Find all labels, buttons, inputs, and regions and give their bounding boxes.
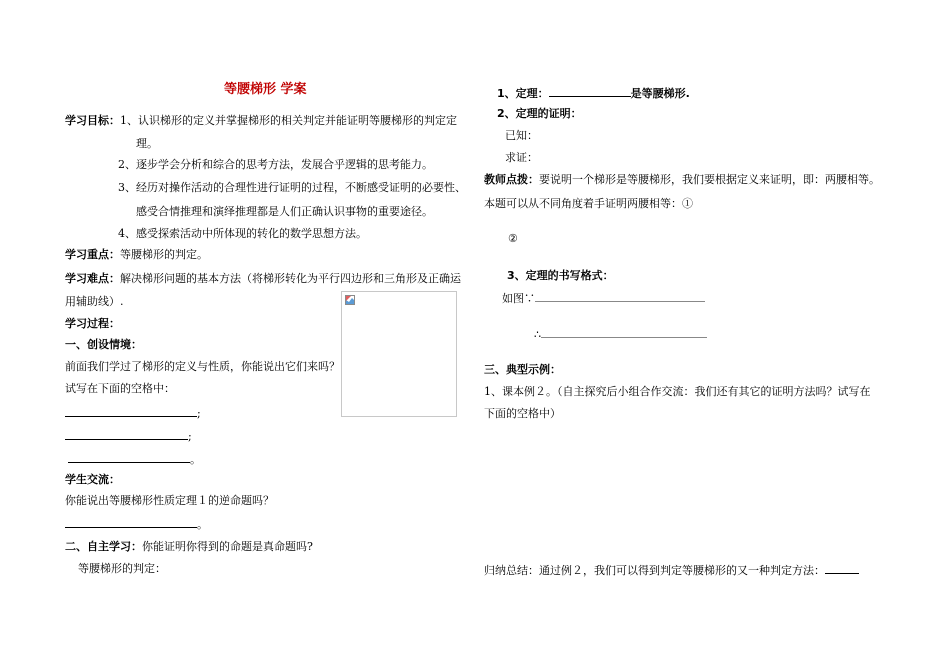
known-label: 已知： [505,129,538,142]
answer-blank-row [68,451,201,467]
process-label: 学习过程： [65,317,120,330]
theorem-tail: 是等腰梯形. [630,87,690,100]
teacher-tip [484,173,880,187]
section1-heading: 一、创设情境： [65,338,142,351]
prove-label: 求证： [505,151,538,164]
objective-item: 4、感受探索活动中所体现的转化的数学思想方法。 [118,227,367,240]
objective-item: 理。 [136,137,158,150]
objective-item: 2、逐步学会分析和综合的思考方法，发展合乎逻辑的思考能力。 [118,158,433,171]
student-exchange-heading: 学生交流： [65,473,120,486]
answer-blank[interactable] [65,428,188,440]
circle-two: ② [508,232,518,245]
because-label: 如图∵ [502,292,535,305]
objective-item: 1、认识梯形的定义并掌握梯形的相关判定并能证明等腰梯形的判定定 [120,114,457,127]
section2-line2: 等腰梯形的判定： [78,562,166,575]
answer-blank[interactable] [535,290,705,302]
theorem-row [497,85,690,101]
figure-placeholder [341,291,457,417]
section2-heading: 二、自主学习： [65,540,142,553]
summary-text: 归纳总结：通过例２，我们可以得到判定等腰梯形的又一种判定方法： [484,564,825,577]
key-point [65,248,208,262]
teacher-tip-text: 要说明一个梯形是等腰梯形，我们要根据定义来证明，即：两腰相等。 [539,173,880,186]
proof-label: 2、定理的证明： [497,107,582,120]
objectives-row-1 [65,114,457,128]
summary-row [484,562,859,578]
answer-blank-row [65,516,208,532]
difficulty-text: 解决梯形问题的基本方法（将梯形转化为平行四边形和三角形及正确运 [120,272,461,285]
section1-line2: 试写在下面的空格中： [65,382,175,395]
answer-blank[interactable] [65,405,197,417]
angle-text: 本题可以从不同角度着手证明两腰相等：① [484,197,693,210]
punctuation: 。 [197,518,208,531]
objective-item: 3、经历对操作活动的合理性进行证明的过程，不断感受证明的必要性、 [118,181,466,194]
theorem-label: 1、定理： [497,87,549,100]
section2-text: 你能证明你得到的命题是真命题吗? [142,540,313,553]
punctuation: 。 [190,453,201,466]
page-title: 等腰梯形 学案 [224,82,307,97]
objective-item: 感受合情推理和演绎推理都是人们正确认识事物的重要途径。 [136,205,433,218]
therefore-label: ∴ [534,328,541,341]
objectives-label: 学习目标： [65,114,120,127]
answer-blank-row [65,405,201,421]
answer-blank[interactable] [825,562,859,574]
answer-blank[interactable] [541,326,707,338]
difficulty-text-cont: 用辅助线）. [65,295,124,308]
answer-blank-row [65,428,192,444]
punctuation: ; [188,430,192,443]
section1-line1: 前面我们学过了梯形的定义与性质，你能说出它们来吗？ [65,360,340,373]
because-row [502,290,705,306]
answer-blank[interactable] [68,451,190,463]
answer-blank[interactable] [549,85,631,97]
example-line2: 下面的空格中） [484,407,561,420]
section2 [65,540,313,554]
answer-blank[interactable] [65,516,197,528]
teacher-tip-label: 教师点拨： [484,173,539,186]
key-point-text: 等腰梯形的判定。 [120,248,208,261]
punctuation: ; [197,407,201,420]
therefore-row [534,326,707,342]
difficulty [65,272,461,286]
difficulty-label: 学习难点： [65,272,120,285]
section3-heading: 三、典型示例： [484,363,561,376]
broken-image-icon [345,295,355,305]
format-label: 3、定理的书写格式： [507,269,614,282]
key-point-label: 学习重点： [65,248,120,261]
student-exchange-line1: 你能说出等腰梯形性质定理１的逆命题吗？ [65,494,274,507]
example-line1: 1、课本例２。（自主探究后小组合作交流：我们还有其它的证明方法吗？试写在 [484,385,871,398]
